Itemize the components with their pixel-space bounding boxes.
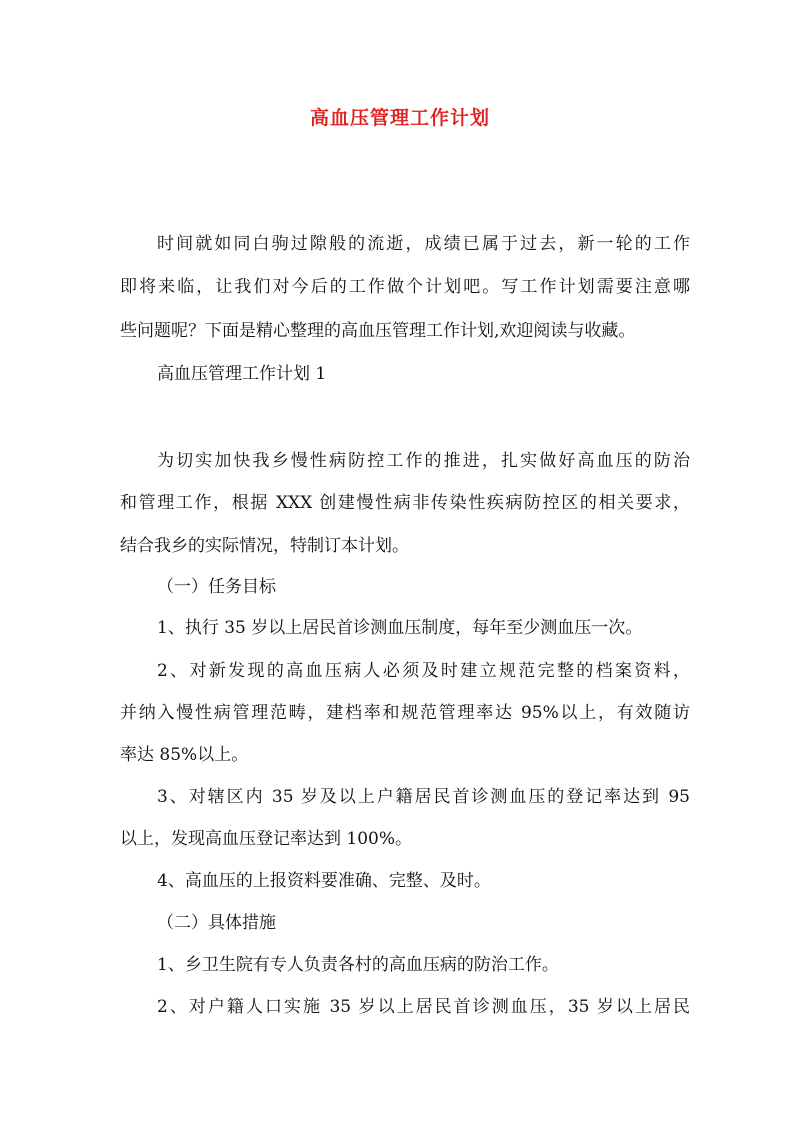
paragraph-line: 些问题呢？下面是精心整理的高血压管理工作计划,欢迎阅读与收藏。 — [120, 321, 636, 341]
list-item: 2、对户籍人口实施 35 岁以上居民首诊测血压，35 岁以上居民 — [157, 997, 690, 1017]
list-item: 1、执行 35 岁以上居民首诊测血压制度，每年至少测血压一次。 — [157, 618, 643, 638]
document-title: 高血压管理工作计划 — [309, 107, 490, 129]
paragraph-line: 并纳入慢性病管理范畴，建档率和规范管理率达 95%以上，有效随访 — [120, 703, 690, 723]
paragraph-line: 即将来临，让我们对今后的工作做个计划吧。写工作计划需要注意哪 — [120, 277, 690, 297]
paragraph-line: 率达 85%以上。 — [120, 745, 249, 765]
section-heading: 高血压管理工作计划 1 — [157, 364, 327, 384]
list-item: 4、高血压的上报资料要准确、完整、及时。 — [157, 871, 491, 891]
paragraph-line: 以上，发现高血压登记率达到 100%。 — [120, 829, 413, 849]
section-heading: （二）具体措施 — [157, 913, 276, 933]
paragraph-line: 为切实加快我乡慢性病防控工作的推进，扎实做好高血压的防治 — [157, 451, 690, 471]
list-item: 1、乡卫生院有专人负责各村的高血压病的防治工作。 — [157, 955, 559, 975]
paragraph-line: 和管理工作，根据 XXX 创建慢性病非传染性疾病防控区的相关要求， — [120, 493, 690, 513]
list-item: 2、对新发现的高血压病人必须及时建立规范完整的档案资料， — [157, 661, 690, 681]
paragraph-line: 时间就如同白驹过隙般的流逝，成绩已属于过去，新一轮的工作 — [157, 234, 690, 254]
list-item: 3、对辖区内 35 岁及以上户籍居民首诊测血压的登记率达到 95 — [157, 787, 690, 807]
section-heading: （一）任务目标 — [157, 577, 276, 597]
paragraph-line: 结合我乡的实际情况，特制订本计划。 — [120, 536, 409, 556]
